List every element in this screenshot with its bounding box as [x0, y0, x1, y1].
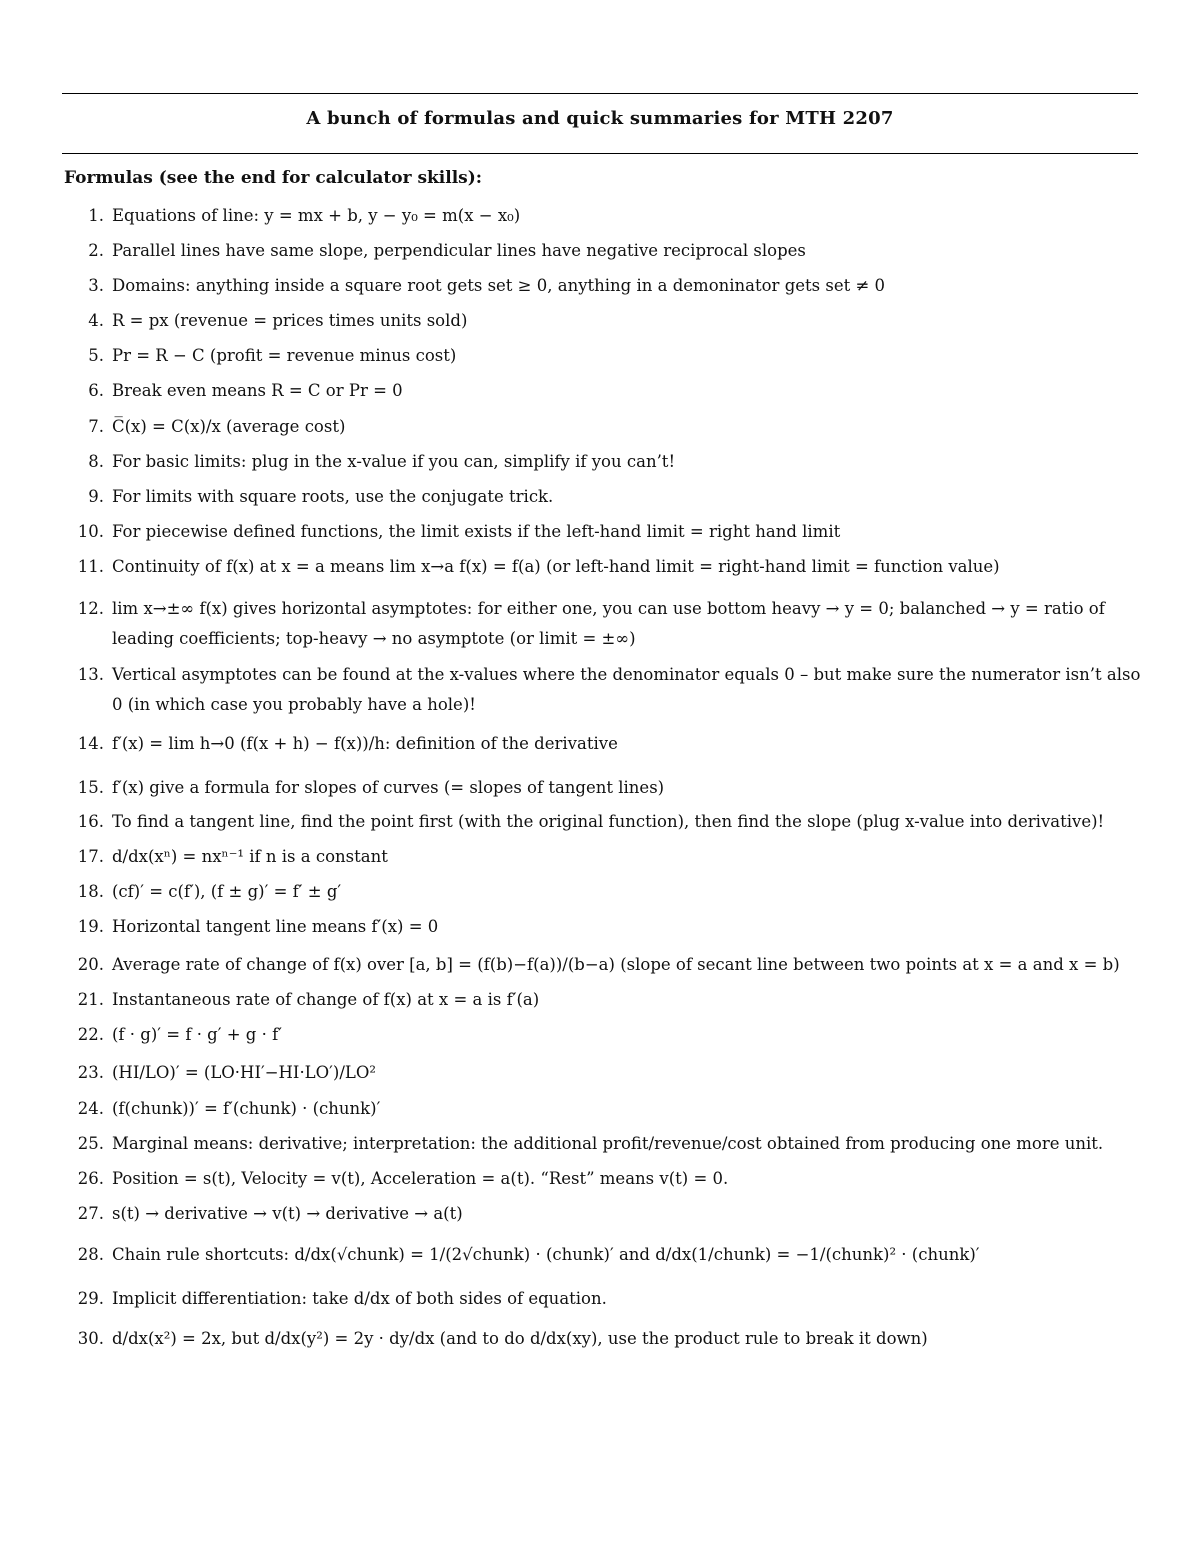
item-number: 4.: [88, 311, 104, 330]
item-number: 6.: [88, 381, 104, 400]
item-text: f′(x) give a formula for slopes of curves (= slopes of tangent lines): [112, 778, 665, 797]
item-number: 19.: [77, 917, 104, 936]
item-number: 13.: [77, 665, 104, 684]
item-number: 18.: [77, 882, 104, 901]
item-number: 2.: [88, 241, 104, 260]
item-text: f′(x) = lim h→0 (f(x + h) − f(x))/h: definition of the derivative: [112, 734, 618, 753]
item-text: Chain rule shortcuts: d/dx(√chunk) = 1/(2√chunk) · (chunk)′ and d/dx(1/chunk) = −1/(chunk)² · (chunk)′: [112, 1245, 980, 1264]
item-number: 15.: [77, 778, 104, 797]
item-number: 21.: [77, 990, 104, 1009]
item-number: 9.: [88, 487, 104, 506]
item-text: Vertical asymptotes can be found at the x-values where the denominator equals 0 – but make sure the numerator isn’t also 0 (in which case you probably have a hole)!: [112, 665, 1141, 714]
item-text: (HI/LO)′ = (LO·HI′−HI·LO′)/LO²: [112, 1063, 377, 1082]
item-text: Equations of line: y = mx + b, y − y₀ = m(x − x₀): [112, 206, 521, 225]
item-number: 20.: [77, 955, 104, 974]
item-text: lim x→±∞ f(x) gives horizontal asymptotes: for either one, you can use bottom heavy → y = 0; balanched → y = ratio of leading coefficients; top-heavy → no asymptote (or limit = ±∞): [112, 599, 1105, 648]
document-title: A bunch of formulas and quick summaries for MTH 2207: [306, 108, 894, 129]
item-text: (f · g)′ = f · g′ + g · f′: [112, 1025, 282, 1044]
item-number: 24.: [77, 1099, 104, 1118]
item-text: For basic limits: plug in the x-value if you can, simplify if you can’t!: [112, 452, 676, 471]
item-text: d/dx(x²) = 2x, but d/dx(y²) = 2y · dy/dx (and to do d/dx(xy), use the product rule to break it down): [112, 1329, 928, 1348]
item-number: 16.: [77, 812, 104, 831]
item-number: 27.: [77, 1204, 104, 1223]
item-number: 12.: [77, 599, 104, 618]
item-text: Average rate of change of f(x) over [a, b] = (f(b)−f(a))/(b−a) (slope of secant line between two points at x = a and x = b): [112, 955, 1120, 974]
item-number: 1.: [88, 206, 104, 225]
item-number: 3.: [88, 276, 104, 295]
item-text: s(t) → derivative → v(t) → derivative → a(t): [112, 1204, 463, 1223]
item-number: 5.: [88, 346, 104, 365]
item-text: To find a tangent line, find the point first (with the original function), then find the slope (plug x-value into derivative)!: [112, 812, 1105, 831]
item-text: d/dx(xⁿ) = nxⁿ⁻¹ if n is a constant: [112, 847, 388, 866]
item-number: 22.: [77, 1025, 104, 1044]
item-number: 14.: [77, 734, 104, 753]
item-text: Implicit differentiation: take d/dx of both sides of equation.: [112, 1289, 607, 1308]
item-number: 25.: [77, 1134, 104, 1153]
item-text: For limits with square roots, use the conjugate trick.: [112, 487, 554, 506]
item-number: 26.: [77, 1169, 104, 1188]
item-number: 11.: [77, 557, 104, 576]
item-text: (cf)′ = c(f′), (f ± g)′ = f′ ± g′: [112, 882, 342, 901]
item-text: Break even means R = C or Pr = 0: [112, 381, 403, 400]
item-text: Parallel lines have same slope, perpendicular lines have negative reciprocal slopes: [112, 241, 806, 260]
item-text: Marginal means: derivative; interpretation: the additional profit/revenue/cost obtained from producing one more unit.: [112, 1134, 1104, 1153]
item-text: For piecewise defined functions, the limit exists if the left-hand limit = right hand limit: [112, 522, 841, 541]
item-text: Horizontal tangent line means f′(x) = 0: [112, 917, 439, 936]
item-number: 7.: [88, 417, 104, 436]
item-number: 28.: [77, 1245, 104, 1264]
item-text: Position = s(t), Velocity = v(t), Acceleration = a(t). “Rest” means v(t) = 0.: [112, 1169, 729, 1188]
item-number: 29.: [77, 1289, 104, 1308]
item-number: 8.: [88, 452, 104, 471]
item-text: Instantaneous rate of change of f(x) at x = a is f′(a): [112, 990, 540, 1009]
section-heading: Formulas (see the end for calculator skills):: [64, 168, 483, 188]
item-number: 10.: [77, 522, 104, 541]
item-text: Domains: anything inside a square root gets set ≥ 0, anything in a demoninator gets set ≠ 0: [112, 276, 886, 295]
item-text: Pr = R − C (profit = revenue minus cost): [112, 346, 457, 365]
item-text: R = px (revenue = prices times units sold): [112, 311, 468, 330]
item-number: 30.: [77, 1329, 104, 1348]
item-text: (f(chunk))′ = f′(chunk) · (chunk)′: [112, 1099, 381, 1118]
item-text: Continuity of f(x) at x = a means lim x→a f(x) = f(a) (or left-hand limit = right-hand limit = function value): [112, 557, 1000, 576]
item-number: 23.: [77, 1063, 104, 1082]
item-number: 17.: [77, 847, 104, 866]
item-text: C̅(x) = C(x)/x (average cost): [112, 417, 346, 436]
